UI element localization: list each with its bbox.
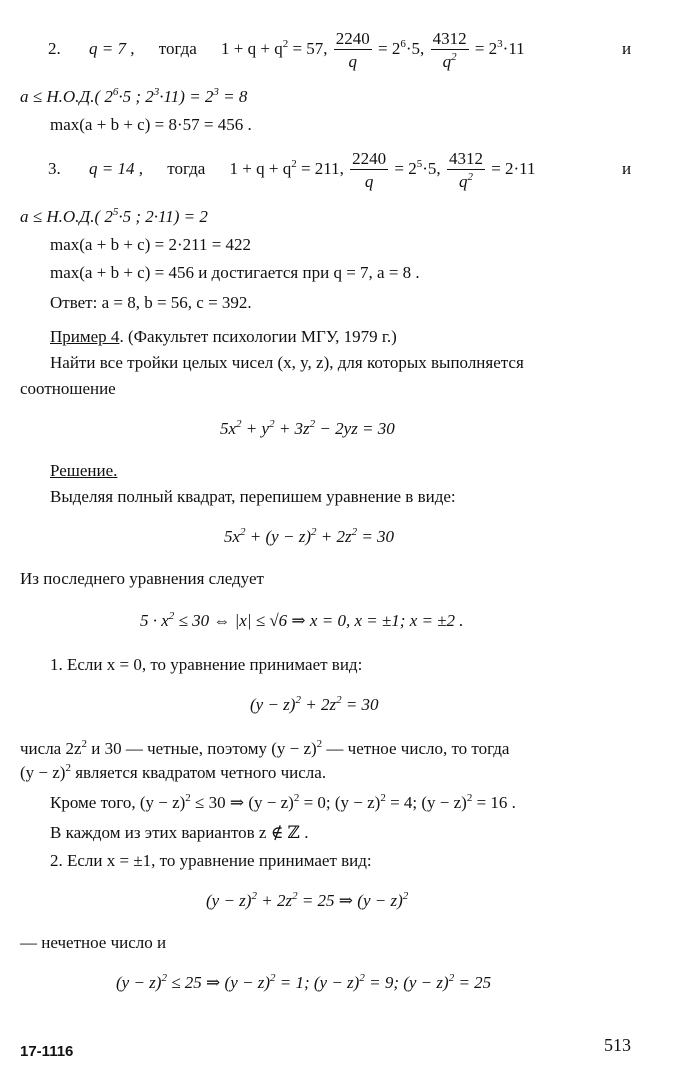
gcd-line-2: a ≤ Н.О.Д.( $2^5\cdot 5$ ; 2·11) = 2 xyxy=(20,206,208,226)
fraction-2240-q: $\frac{2240}{q}$ xyxy=(352,149,387,191)
fraction-value: = $2^3\cdot 11$ xyxy=(470,37,525,58)
page-number: 513 xyxy=(604,1035,631,1055)
even-numbers-line: числа $2z^2$ и 30 — четные, поэтому $(y - z)^2$ — четное число, то тогда xyxy=(20,738,510,758)
gcd-line-1: a ≤ Н.О.Д.( $2^6\cdot 5$ ; $2^3\cdot 11) = 2^3 = 8$ xyxy=(20,86,248,106)
equation-1: $5x^2 + y^2 + 3z^2 - 2yz = 30$ xyxy=(220,418,395,438)
problem-statement-cont: соотношение xyxy=(20,379,116,398)
case-q7-line xyxy=(48,30,525,70)
solution-text-2: Из последнего уравнения следует xyxy=(20,569,264,588)
case-q14-line xyxy=(48,150,536,190)
sum-expression: $1 + q + q^2 = 211$, xyxy=(229,157,344,178)
fraction-value: = $2^6\cdot 5$, xyxy=(373,37,425,58)
equation-6: $(y - z)^2 \le 25$ ⇒ $(y - z)^2 = 1$; $(y - z)^2 = 9$; $(y - z)^2 = 25$ xyxy=(116,972,492,992)
equation-2: $5x^2 + (y - z)^2 + 2z^2 = 30$ xyxy=(224,526,395,546)
sum-expression: $1 + q + q^2 = 57$, xyxy=(221,37,328,58)
max-line-2: max(a + b + c) = 2·211 = 422 xyxy=(50,235,252,254)
equation-3: $5 \cdot x^2 \le 30$ ⇔ |x| ≤ √6 ⇒ x = 0, x = ±1; x = ±2 . xyxy=(140,610,464,630)
item-number: 3. xyxy=(48,158,61,178)
solution-heading: Решение. xyxy=(50,461,118,480)
q-value: q = 14 , xyxy=(89,158,143,178)
word-then: тогда xyxy=(158,38,197,58)
fraction-value: = $2^5\cdot 5$, xyxy=(390,157,441,178)
case-x0-heading: 1. Если x = 0, то уравнение принимает вид: xyxy=(50,655,363,674)
example-heading: Пример 4. (Факультет психологии МГУ, 1979 г.) xyxy=(50,327,397,346)
equation-5: $(y - z)^2 + 2z^2 = 25$ ⇒ $(y - z)^2$ xyxy=(206,890,409,910)
word-and: и xyxy=(622,39,632,58)
max-line-3: max(a + b + c) = 456 и достигается при q = 7, a = 8 . xyxy=(50,263,420,282)
signature-code: 17-1116 xyxy=(20,1043,74,1060)
q-value: q = 7 , xyxy=(89,38,135,58)
word-and: и xyxy=(622,159,632,178)
equation-4: $(y - z)^2 + 2z^2 = 30$ xyxy=(250,694,379,714)
item-number: 2. xyxy=(48,38,61,58)
odd-number-line: — нечетное число и xyxy=(20,933,167,952)
even-square-line: $(y - z)^2$ является квадратом четного числа. xyxy=(20,762,327,782)
answer-line: Ответ: a = 8, b = 56, c = 392. xyxy=(50,293,252,312)
fraction-4312-q2: $\frac{4312}{q^2}$ xyxy=(432,29,467,71)
fraction-value: = 2·11 xyxy=(486,158,536,178)
cases-line: Кроме того, $(y - z)^2 \le 30$ ⇒ $(y - z)^2 = 0$; $(y - z)^2 = 4$; $(y - z)^2 = 16$ . xyxy=(50,792,516,812)
solution-text-1: Выделяя полный квадрат, перепишем уравнение в виде: xyxy=(50,487,456,506)
fraction-4312-q2: $\frac{4312}{q^2}$ xyxy=(448,149,483,191)
problem-statement: Найти все тройки целых чисел (x, y, z), для которых выполняется xyxy=(50,353,524,372)
no-integer-line: В каждом из этих вариантов z ∉ ℤ . xyxy=(50,823,309,842)
word-then: тогда xyxy=(167,158,206,178)
max-line-1: max(a + b + c) = 8·57 = 456 . xyxy=(50,115,252,134)
fraction-2240-q: $\frac{2240}{q}$ xyxy=(335,29,370,71)
case-x1-heading: 2. Если x = ±1, то уравнение принимает вид: xyxy=(50,851,372,870)
